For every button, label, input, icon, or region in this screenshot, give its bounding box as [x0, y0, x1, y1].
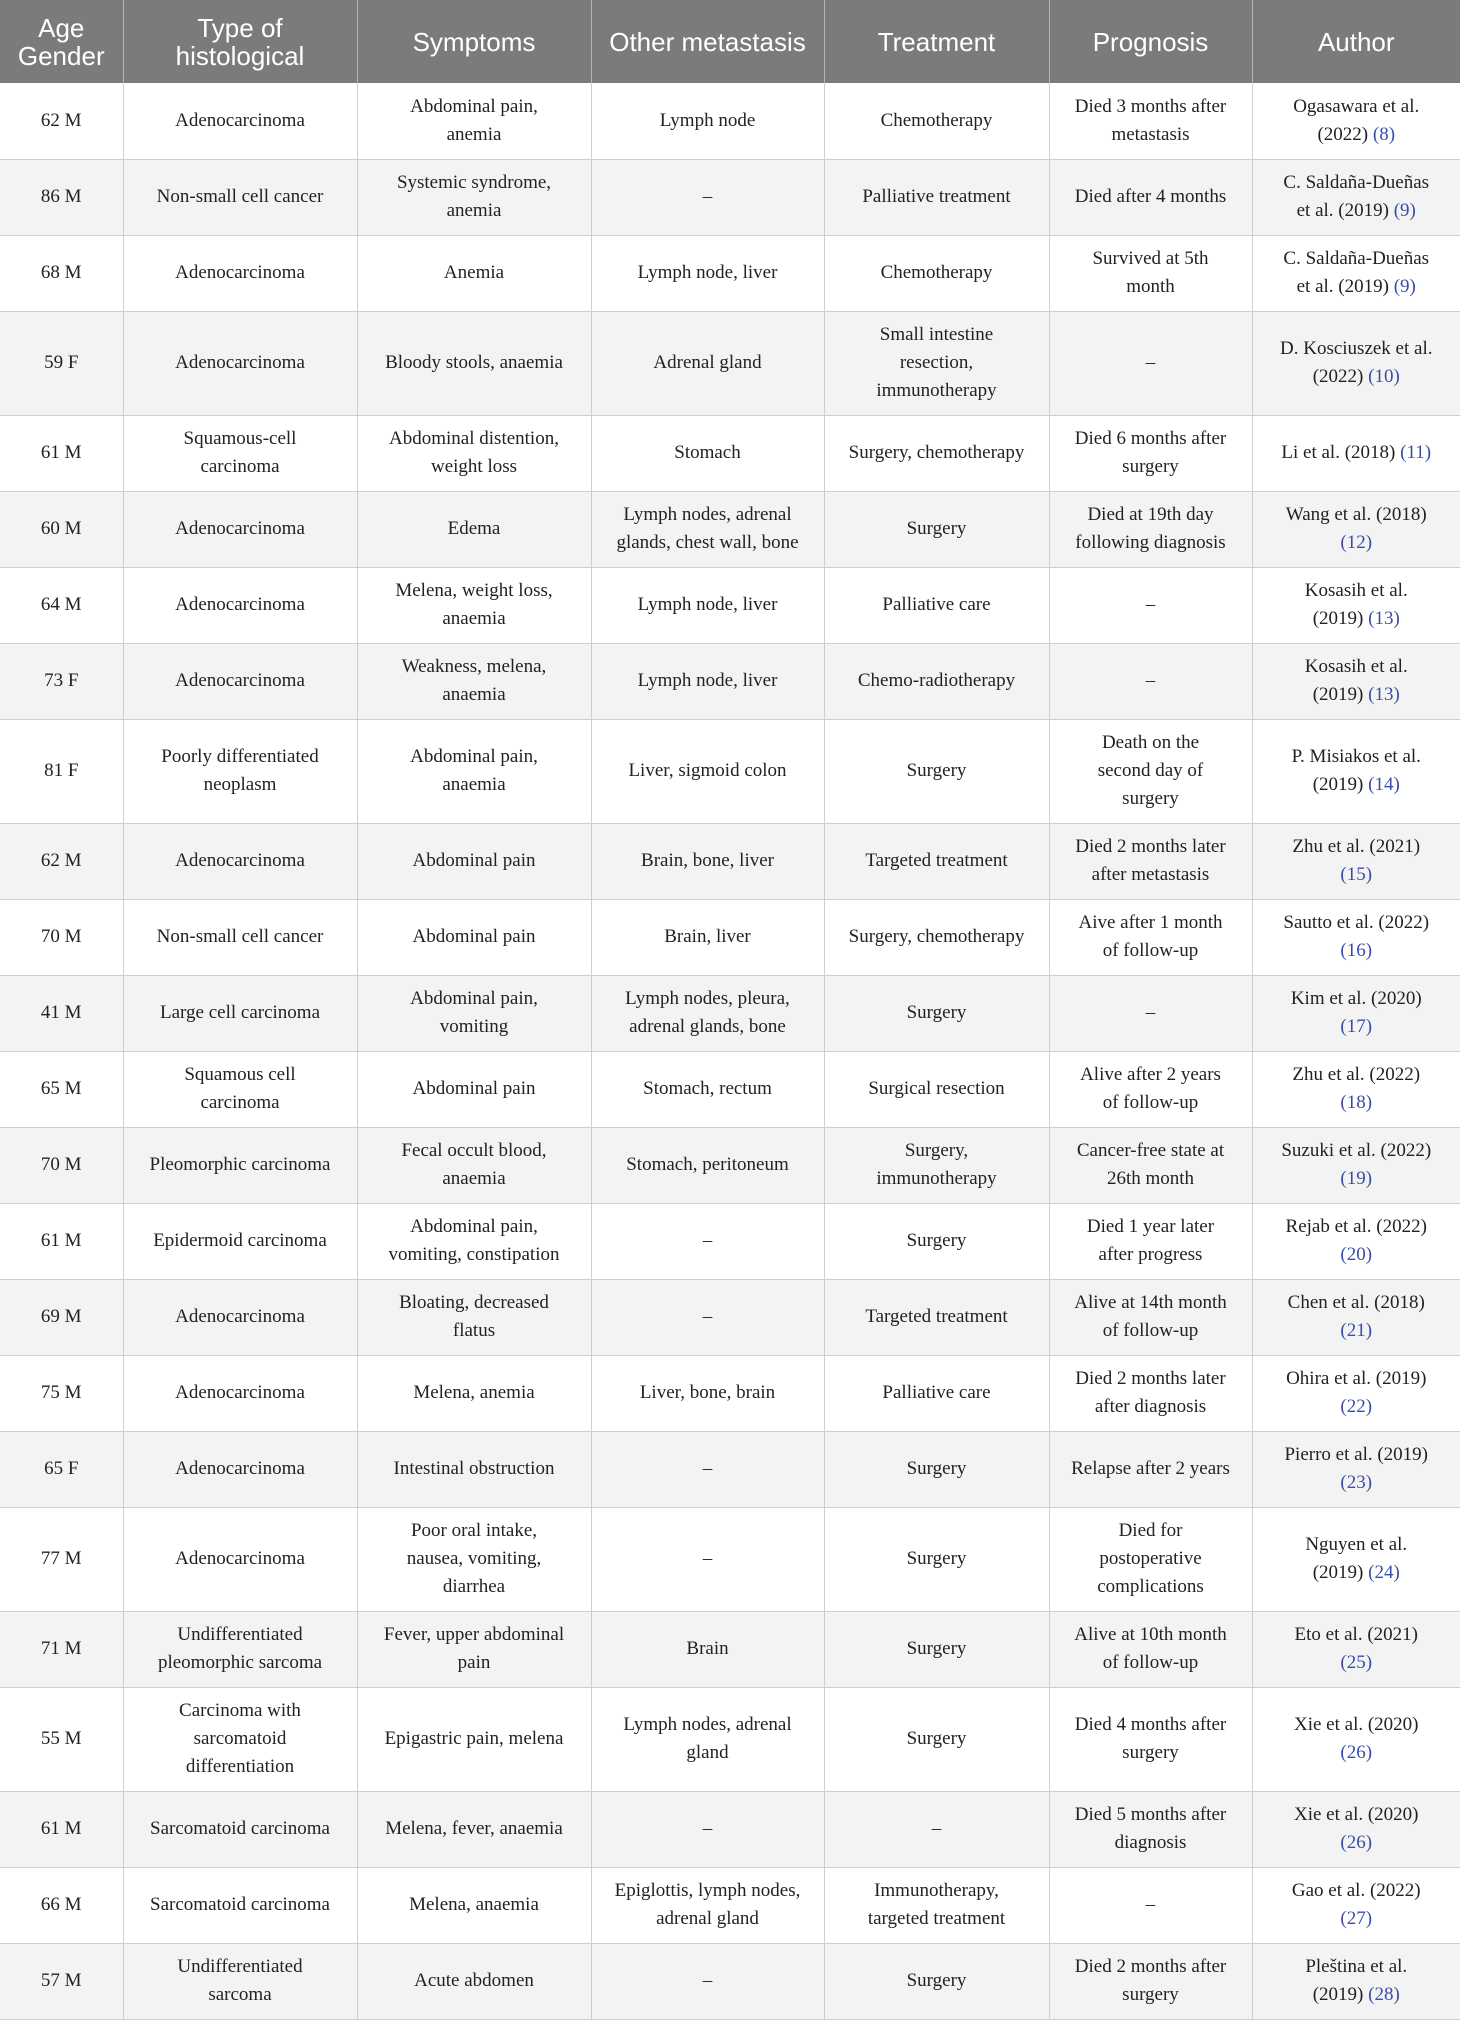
cell-type: Non-small cell cancer [123, 159, 357, 235]
cell-symptoms: Abdominal pain, anaemia [357, 719, 591, 823]
cell-type: Sarcomatoid carcinoma [123, 1867, 357, 1943]
header-metastasis: Other metastasis [591, 0, 824, 83]
cell-author: Nguyen et al. (2019) (24) [1252, 1507, 1460, 1611]
table-row [0, 1431, 1460, 1507]
cell-author: P. Misiakos et al. (2019) (14) [1252, 719, 1460, 823]
cell-age: 62 M [0, 823, 123, 899]
cell-metastasis: Stomach [591, 415, 824, 491]
cell-age: 61 M [0, 415, 123, 491]
cell-metastasis: Stomach, rectum [591, 1051, 824, 1127]
reference-link[interactable]: (13) [1368, 684, 1400, 705]
cell-type: Adenocarcinoma [123, 311, 357, 415]
cell-treatment: Surgery [824, 1203, 1049, 1279]
reference-link[interactable]: (20) [1340, 1244, 1373, 1265]
cell-treatment: Surgical resection [824, 1051, 1049, 1127]
cell-treatment: Surgery [824, 1687, 1049, 1791]
cell-author: Zhu et al. (2021) (15) [1252, 823, 1460, 899]
reference-link[interactable]: (24) [1368, 1562, 1400, 1583]
cell-metastasis: – [591, 1791, 824, 1867]
cell-prognosis: – [1049, 643, 1252, 719]
cell-author: D. Kosciuszek et al. (2022) (10) [1252, 311, 1460, 415]
cell-metastasis: Brain [591, 1611, 824, 1687]
cell-age: 70 M [0, 1127, 123, 1203]
cell-treatment: Chemotherapy [824, 83, 1049, 159]
cell-type: Squamous cell carcinoma [123, 1051, 357, 1127]
cell-metastasis: Lymph node, liver [591, 235, 824, 311]
reference-link[interactable]: (21) [1340, 1320, 1373, 1341]
cell-treatment: Palliative care [824, 1355, 1049, 1431]
cell-type: Adenocarcinoma [123, 1431, 357, 1507]
cell-prognosis: Died 3 months after metastasis [1049, 83, 1252, 159]
cell-author: Xie et al. (2020) (26) [1252, 1687, 1460, 1791]
cell-prognosis: Cancer-free state at 26th month [1049, 1127, 1252, 1203]
table-row [0, 1943, 1460, 2019]
cell-treatment: Immunotherapy, targeted treatment [824, 1867, 1049, 1943]
cell-metastasis: Lymph node [591, 83, 824, 159]
cell-prognosis: Died 6 months after surgery [1049, 415, 1252, 491]
cell-symptoms: Anemia [357, 235, 591, 311]
table-body [0, 83, 1460, 2019]
cell-author: Wang et al. (2018) (12) [1252, 491, 1460, 567]
cell-treatment: Surgery, immunotherapy [824, 1127, 1049, 1203]
cell-age: 57 M [0, 1943, 123, 2019]
cell-metastasis: Lymph nodes, pleura, adrenal glands, bone [591, 975, 824, 1051]
cell-age: 66 M [0, 1867, 123, 1943]
header-symptoms: Symptoms [357, 0, 591, 83]
reference-link[interactable]: (23) [1340, 1472, 1373, 1493]
reference-link[interactable]: (25) [1340, 1652, 1373, 1673]
cell-symptoms: Abdominal pain [357, 899, 591, 975]
table-row [0, 1279, 1460, 1355]
cell-type: Adenocarcinoma [123, 567, 357, 643]
cell-age: 59 F [0, 311, 123, 415]
table-row [0, 567, 1460, 643]
reference-link[interactable]: (12) [1340, 532, 1373, 553]
cell-symptoms: Poor oral intake, nausea, vomiting, diarrhea [357, 1507, 591, 1611]
cell-treatment: Surgery [824, 1943, 1049, 2019]
cell-prognosis: Alive at 10th month of follow-up [1049, 1611, 1252, 1687]
cell-symptoms: Abdominal pain [357, 823, 591, 899]
cell-metastasis: Liver, bone, brain [591, 1355, 824, 1431]
cell-type: Pleomorphic carcinoma [123, 1127, 357, 1203]
cell-metastasis: Lymph node, liver [591, 567, 824, 643]
cell-prognosis: – [1049, 975, 1252, 1051]
reference-link[interactable]: (27) [1340, 1908, 1373, 1929]
header-row [0, 0, 1460, 83]
cell-age: 70 M [0, 899, 123, 975]
cell-author: Ogasawara et al. (2022) (8) [1252, 83, 1460, 159]
cell-prognosis: Died 2 months later after diagnosis [1049, 1355, 1252, 1431]
cell-author: Kim et al. (2020) (17) [1252, 975, 1460, 1051]
cell-symptoms: Melena, anemia [357, 1355, 591, 1431]
cell-prognosis: – [1049, 1867, 1252, 1943]
cell-author: Xie et al. (2020) (26) [1252, 1791, 1460, 1867]
cell-metastasis: – [591, 1943, 824, 2019]
cell-prognosis: – [1049, 567, 1252, 643]
cell-treatment: Surgery [824, 975, 1049, 1051]
cell-metastasis: Stomach, peritoneum [591, 1127, 824, 1203]
cell-treatment: Surgery [824, 1507, 1049, 1611]
cell-type: Undifferentiated pleomorphic sarcoma [123, 1611, 357, 1687]
cell-age: 60 M [0, 491, 123, 567]
reference-link[interactable]: (13) [1368, 608, 1400, 629]
cell-age: 68 M [0, 235, 123, 311]
cell-type: Carcinoma with sarcomatoid differentiation [123, 1687, 357, 1791]
cell-prognosis: Alive after 2 years of follow-up [1049, 1051, 1252, 1127]
cell-prognosis: Survived at 5th month [1049, 235, 1252, 311]
cell-treatment: Surgery, chemotherapy [824, 415, 1049, 491]
cell-age: 61 M [0, 1791, 123, 1867]
cell-symptoms: Abdominal pain [357, 1051, 591, 1127]
table-row [0, 823, 1460, 899]
cell-author: Kosasih et al. (2019) (13) [1252, 567, 1460, 643]
cell-prognosis: Died for postoperative complications [1049, 1507, 1252, 1611]
cell-type: Adenocarcinoma [123, 235, 357, 311]
cell-author: Ohira et al. (2019) (22) [1252, 1355, 1460, 1431]
cell-symptoms: Systemic syndrome, anemia [357, 159, 591, 235]
cell-type: Adenocarcinoma [123, 1355, 357, 1431]
header-type: Type of histological [123, 0, 357, 83]
cell-symptoms: Fecal occult blood, anaemia [357, 1127, 591, 1203]
reference-link[interactable]: (15) [1340, 864, 1373, 885]
reference-link[interactable]: (18) [1340, 1092, 1373, 1113]
cell-treatment: Surgery [824, 1611, 1049, 1687]
table-row [0, 1507, 1460, 1611]
cell-age: 69 M [0, 1279, 123, 1355]
cell-type: Large cell carcinoma [123, 975, 357, 1051]
cell-treatment: Surgery [824, 719, 1049, 823]
cell-symptoms: Bloating, decreased flatus [357, 1279, 591, 1355]
cell-prognosis: Died after 4 months [1049, 159, 1252, 235]
reference-link[interactable]: (14) [1368, 774, 1400, 795]
reference-link[interactable]: (11) [1400, 442, 1432, 463]
cell-type: Epidermoid carcinoma [123, 1203, 357, 1279]
cell-age: 65 F [0, 1431, 123, 1507]
cell-metastasis: – [591, 1279, 824, 1355]
cell-treatment: Surgery [824, 1431, 1049, 1507]
cell-treatment: Small intestine resection, immunotherapy [824, 311, 1049, 415]
reference-link[interactable]: (22) [1340, 1396, 1373, 1417]
cell-symptoms: Abdominal pain, anemia [357, 83, 591, 159]
cell-symptoms: Epigastric pain, melena [357, 1687, 591, 1791]
table-row [0, 1051, 1460, 1127]
cell-type: Adenocarcinoma [123, 643, 357, 719]
cell-symptoms: Abdominal distention, weight loss [357, 415, 591, 491]
table-row [0, 975, 1460, 1051]
cell-age: 71 M [0, 1611, 123, 1687]
cell-treatment: – [824, 1791, 1049, 1867]
table-row [0, 643, 1460, 719]
cell-author: C. Saldaña-Dueñas et al. (2019) (9) [1252, 159, 1460, 235]
table-row [0, 159, 1460, 235]
table-row [0, 1355, 1460, 1431]
reference-link[interactable]: (28) [1368, 1984, 1400, 2005]
cell-metastasis: Brain, bone, liver [591, 823, 824, 899]
cell-metastasis: Epiglottis, lymph nodes, adrenal gland [591, 1867, 824, 1943]
cell-prognosis: – [1049, 311, 1252, 415]
table-row [0, 719, 1460, 823]
cell-author: Suzuki et al. (2022) (19) [1252, 1127, 1460, 1203]
cell-type: Adenocarcinoma [123, 491, 357, 567]
cell-type: Non-small cell cancer [123, 899, 357, 975]
cell-metastasis: – [591, 1507, 824, 1611]
cell-age: 64 M [0, 567, 123, 643]
cell-treatment: Targeted treatment [824, 823, 1049, 899]
cell-prognosis: Relapse after 2 years [1049, 1431, 1252, 1507]
cell-metastasis: – [591, 159, 824, 235]
reference-link[interactable]: (16) [1340, 940, 1373, 961]
cell-metastasis: Lymph nodes, adrenal gland [591, 1687, 824, 1791]
cell-age: 81 F [0, 719, 123, 823]
cell-symptoms: Edema [357, 491, 591, 567]
table-row [0, 1203, 1460, 1279]
reference-link[interactable]: (17) [1340, 1016, 1373, 1037]
cell-prognosis: Death on the second day of surgery [1049, 719, 1252, 823]
cell-prognosis: Aive after 1 month of follow-up [1049, 899, 1252, 975]
cell-author: Gao et al. (2022) (27) [1252, 1867, 1460, 1943]
cell-metastasis: – [591, 1431, 824, 1507]
cell-type: Adenocarcinoma [123, 823, 357, 899]
cell-symptoms: Acute abdomen [357, 1943, 591, 2019]
cell-type: Adenocarcinoma [123, 83, 357, 159]
cell-symptoms: Bloody stools, anaemia [357, 311, 591, 415]
cell-author: Pierro et al. (2019) (23) [1252, 1431, 1460, 1507]
cell-age: 77 M [0, 1507, 123, 1611]
cell-author: Rejab et al. (2022) (20) [1252, 1203, 1460, 1279]
cell-treatment: Palliative treatment [824, 159, 1049, 235]
cell-author: C. Saldaña-Dueñas et al. (2019) (9) [1252, 235, 1460, 311]
reference-link[interactable]: (10) [1368, 366, 1400, 387]
reference-link[interactable]: (9) [1393, 200, 1416, 221]
reference-link[interactable]: (19) [1340, 1168, 1373, 1189]
reference-link[interactable]: (9) [1393, 276, 1416, 297]
cell-symptoms: Melena, weight loss, anaemia [357, 567, 591, 643]
cell-author: Sautto et al. (2022) (16) [1252, 899, 1460, 975]
cell-prognosis: Died 5 months after diagnosis [1049, 1791, 1252, 1867]
table-row [0, 1127, 1460, 1203]
cell-symptoms: Weakness, melena, anaemia [357, 643, 591, 719]
cell-type: Adenocarcinoma [123, 1507, 357, 1611]
cell-treatment: Chemo-radiotherapy [824, 643, 1049, 719]
cell-author: Kosasih et al. (2019) (13) [1252, 643, 1460, 719]
table-row [0, 899, 1460, 975]
cell-prognosis: Died at 19th day following diagnosis [1049, 491, 1252, 567]
cell-type: Adenocarcinoma [123, 1279, 357, 1355]
table-row [0, 1791, 1460, 1867]
cell-prognosis: Died 4 months after surgery [1049, 1687, 1252, 1791]
cell-author: Zhu et al. (2022) (18) [1252, 1051, 1460, 1127]
cell-age: 55 M [0, 1687, 123, 1791]
cell-treatment: Palliative care [824, 567, 1049, 643]
cell-treatment: Surgery [824, 491, 1049, 567]
cell-type: Sarcomatoid carcinoma [123, 1791, 357, 1867]
cell-age: 41 M [0, 975, 123, 1051]
cell-symptoms: Abdominal pain, vomiting [357, 975, 591, 1051]
cell-symptoms: Abdominal pain, vomiting, constipation [357, 1203, 591, 1279]
cell-age: 61 M [0, 1203, 123, 1279]
cell-treatment: Surgery, chemotherapy [824, 899, 1049, 975]
header-author: Author [1317, 26, 1395, 57]
cell-treatment: Targeted treatment [824, 1279, 1049, 1355]
table-row [0, 235, 1460, 311]
cell-type: Poorly differentiated neoplasm [123, 719, 357, 823]
cell-prognosis: Died 2 months after surgery [1049, 1943, 1252, 2019]
cell-symptoms: Melena, anaemia [357, 1867, 591, 1943]
reference-link[interactable]: (26) [1340, 1832, 1373, 1853]
cell-age: 65 M [0, 1051, 123, 1127]
cell-metastasis: – [591, 1203, 824, 1279]
table-row [0, 491, 1460, 567]
table-row [0, 311, 1460, 415]
table-row [0, 1867, 1460, 1943]
header-age-gender: Age Gender [0, 0, 123, 83]
table-row [0, 1611, 1460, 1687]
cell-metastasis: Lymph node, liver [591, 643, 824, 719]
reference-link[interactable]: (8) [1372, 123, 1396, 145]
cell-symptoms: Melena, fever, anaemia [357, 1791, 591, 1867]
cell-symptoms: Fever, upper abdominal pain [357, 1611, 591, 1687]
header-treatment: Treatment [824, 0, 1049, 83]
cell-symptoms: Intestinal obstruction [357, 1431, 591, 1507]
cell-age: 62 M [0, 83, 123, 159]
cell-metastasis: Lymph nodes, adrenal glands, chest wall, bone [591, 491, 824, 567]
cell-prognosis: Alive at 14th month of follow-up [1049, 1279, 1252, 1355]
cell-author: Li et al. (2018) (11) [1252, 415, 1460, 491]
cell-prognosis: Died 2 months later after metastasis [1049, 823, 1252, 899]
cell-metastasis: Brain, liver [591, 899, 824, 975]
reference-link[interactable]: (26) [1340, 1742, 1373, 1763]
header-prognosis: Prognosis [1049, 0, 1252, 83]
cell-age: 73 F [0, 643, 123, 719]
cell-type: Squamous-cell carcinoma [123, 415, 357, 491]
cell-type: Undifferentiated sarcoma [123, 1943, 357, 2019]
cell-metastasis: Adrenal gland [591, 311, 824, 415]
cell-age: 86 M [0, 159, 123, 235]
table-row [0, 415, 1460, 491]
table-row [0, 1687, 1460, 1791]
cell-age: 75 M [0, 1355, 123, 1431]
cell-author: Eto et al. (2021) (25) [1252, 1611, 1460, 1687]
table-row [0, 83, 1460, 159]
cell-treatment: Chemotherapy [824, 235, 1049, 311]
cell-prognosis: Died 1 year later after progress [1049, 1203, 1252, 1279]
cell-metastasis: Liver, sigmoid colon [591, 719, 824, 823]
cell-author: Pleština et al. (2019) (28) [1252, 1943, 1460, 2019]
cell-author: Chen et al. (2018) (21) [1252, 1279, 1460, 1355]
